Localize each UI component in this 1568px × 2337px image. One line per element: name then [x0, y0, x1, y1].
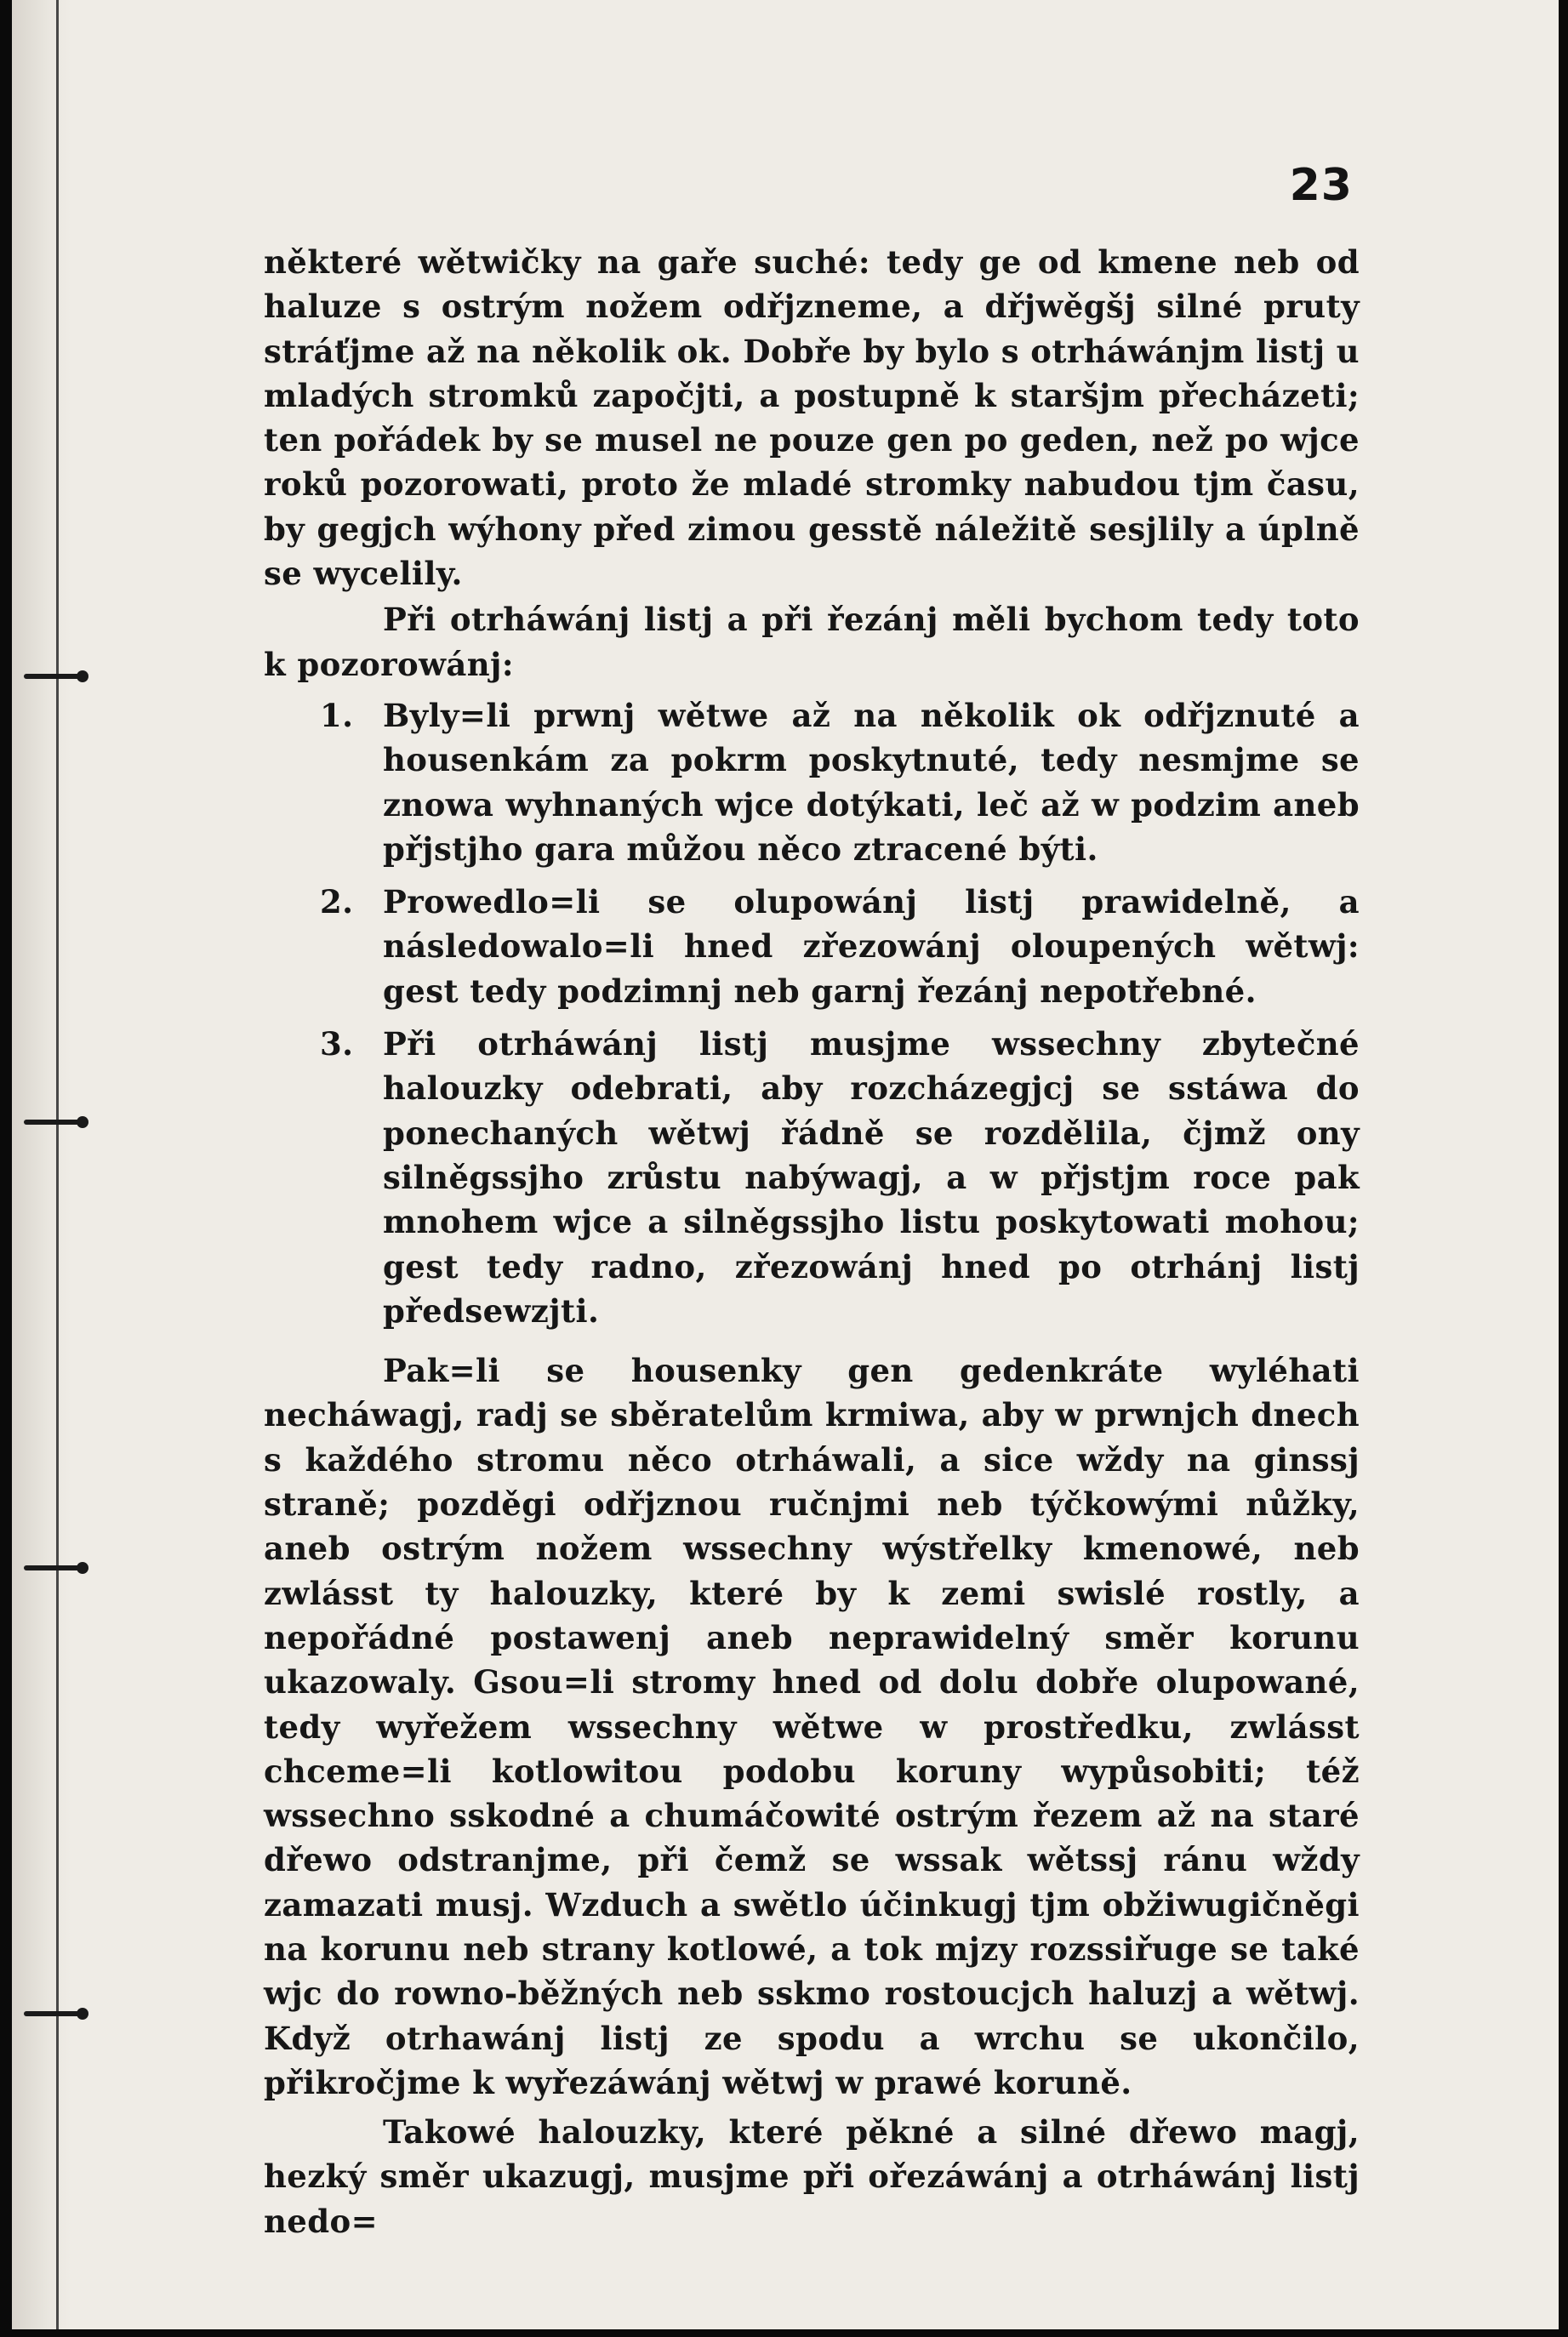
- list-item-text: Byly=li prwnj wětwe až na několik ok odřjznuté a housenkám za pokrm poskytnuté, tedy nesmjme se znowa wyhnaných wjce dotýkati, leč až w podzim aneb přjstjho gara můžou něco ztracené býti.: [383, 696, 1360, 868]
- binding-stitch: [24, 2011, 83, 2016]
- paragraph: Při otrháwánj listj a při řezánj měli bychom tedy toto k pozorowánj:: [264, 601, 1360, 683]
- list-item-text: Prowedlo=li se olupowánj listj prawidelně, a následowalo=li hned zřezowánj oloupených wětwj: gest tedy podzimnj neb garnj řezánj nepotřebné.: [383, 883, 1360, 1010]
- paragraph: Takowé halouzky, které pěkné a silné dřewo magj, hezký směr ukazugj, musjme při ořezáwánj a otrháwánj listj nedo=: [264, 2113, 1360, 2240]
- page-number: 23: [1289, 160, 1353, 211]
- page-body: [264, 240, 1360, 2243]
- book-page: [12, 0, 1559, 2329]
- list-item: [264, 880, 1360, 1013]
- list-item-number: 1.: [320, 696, 354, 734]
- list-item: [264, 693, 1360, 871]
- spine-line: [56, 0, 59, 2329]
- binding-shadow: [12, 0, 71, 2329]
- list-item-text: Při otrháwánj listj musjme wssechny zbytečné halouzky odebrati, aby rozcházegjcj se sstáwa do ponechaných wětwj řádně se rozdělila, čjmž ony silněgssjho zrůstu nabýwagj, a w přjstjm roce pak mnohem wjce a silněgssjho listu poskytowati mohou; gest tedy radno, zřezowánj hned po otrhánj listj předsewzjti.: [383, 1025, 1360, 1330]
- list-item: [264, 1022, 1360, 1333]
- binding-stitch: [24, 1120, 83, 1125]
- list-item-number: 2.: [320, 883, 354, 921]
- binding-stitch: [24, 674, 83, 679]
- paragraph: Pak=li se housenky gen gedenkráte wyléhati necháwagj, radj se sběratelům krmiwa, aby w prwnjch dnech s každého stromu něco otrháwali, a sice wždy na ginssj straně; pozděgi odřjznou ručnjmi neb týčkowými nůžky, aneb ostrým nožem wssechny wýstřelky kmenowé, neb zwlásst ty halouzky, které by k zemi swislé rostly, a nepořádné postawenj aneb neprawidelný směr korunu ukazowaly. Gsou=li stromy hned od dolu dobře olupowané, tedy wyřežem wssechny wětwe w prostředku, zwlásst chceme=li kotlowitou podobu koruny wypůsobiti; též wssechno sskodné a chumáčowité ostrým řezem až na staré dřewo odstranjme, při čemž se wssak wětssj ránu wždy zamazati musj. Wzduch a swětlo účinkugj tjm obžiwugičněgi na korunu neb strany kotlowé, a tok mjzy rozssiřuge se také wjc do rowno-běžných neb sskmo rostoucjch haluzj a wětwj. Když otrhawánj listj ze spodu a wrchu se ukončilo, přikročjme k wyřezáwánj wětwj w prawé koruně.: [264, 1352, 1360, 2101]
- list-item-number: 3.: [320, 1025, 354, 1063]
- binding-stitch: [24, 1565, 83, 1570]
- paragraph: některé wětwičky na gaře suché: tedy ge od kmene neb od haluze s ostrým nožem odřjzneme, a dřjwěgšj silné pruty stráťjme až na několik ok. Dobře by bylo s otrháwánjm listj u mladých stromků započjti, a postupně k staršjm přecházeti; ten pořádek by se musel ne pouze gen po geden, než po wjce roků pozorowati, proto že mladé stromky nabudou tjm času, by gegjch wýhony před zimou gesstě náležitě sesjlily a úplně se wycelily.: [264, 243, 1360, 593]
